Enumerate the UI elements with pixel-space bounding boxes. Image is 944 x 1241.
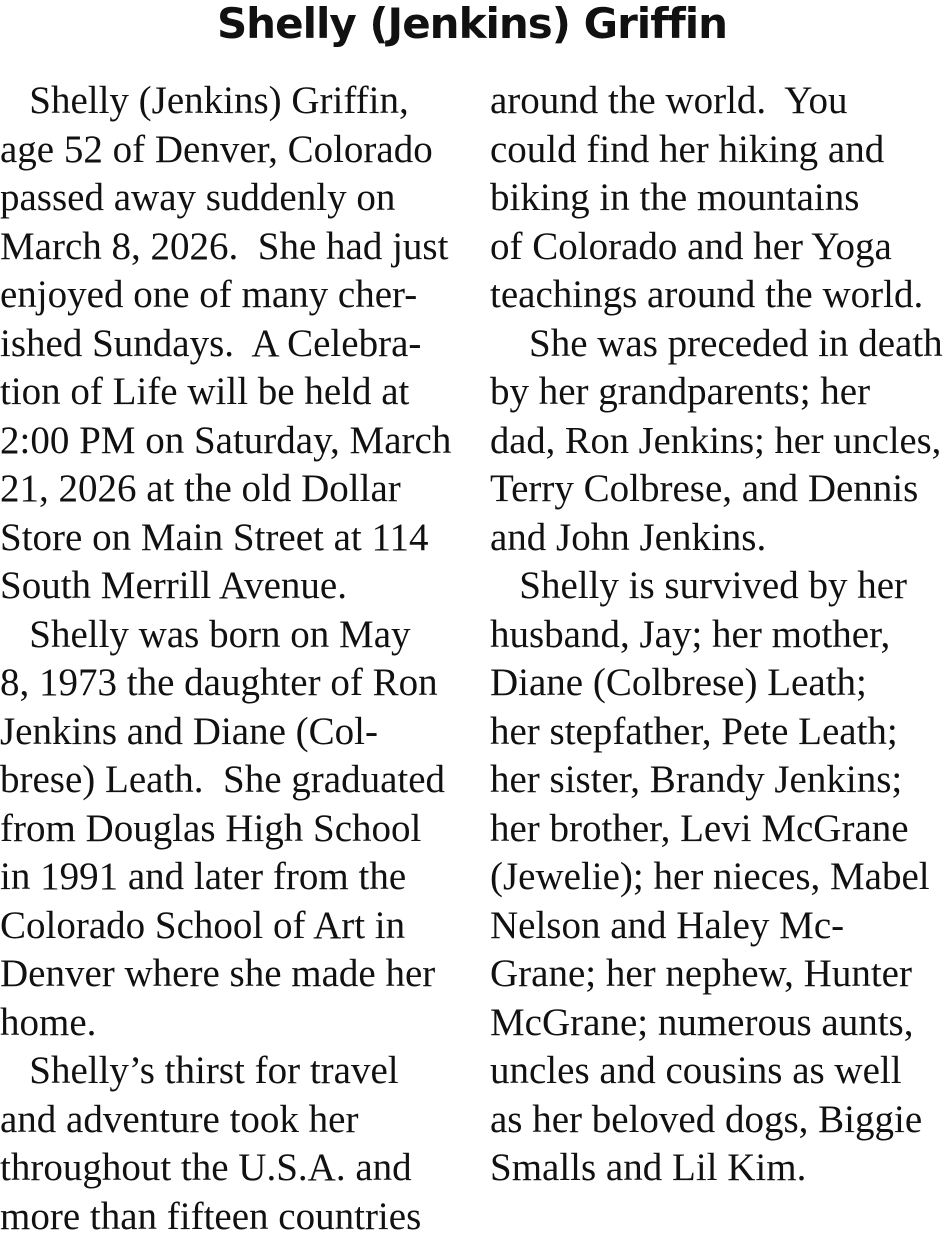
text-line: McGrane; numerous aunts, — [490, 999, 944, 1048]
text-line: more than fifteen countries — [0, 1193, 452, 1241]
text-line: age 52 of Denver, Colorado — [0, 126, 452, 175]
text-line: Denver where she made her — [0, 950, 452, 999]
text-line: Shelly is survived by her — [490, 562, 944, 611]
text-line: Diane (Colbrese) Leath; — [490, 659, 944, 708]
text-line: ished Sundays. A Celebra- — [0, 320, 452, 369]
text-line: teachings around the world. — [490, 271, 944, 320]
text-line: Shelly (Jenkins) Griffin, — [0, 77, 452, 126]
text-line: Terry Colbrese, and Dennis — [490, 465, 944, 514]
text-line: her stepfather, Pete Leath; — [490, 708, 944, 757]
text-line: South Merrill Avenue. — [0, 562, 452, 611]
text-line: of Colorado and her Yoga — [490, 223, 944, 272]
left-text-column — [0, 77, 452, 1241]
text-line: husband, Jay; her mother, — [490, 611, 944, 660]
text-line: as her beloved dogs, Biggie — [490, 1096, 944, 1145]
text-line: from Douglas High School — [0, 805, 452, 854]
text-line: passed away suddenly on — [0, 174, 452, 223]
text-line: enjoyed one of many cher- — [0, 271, 452, 320]
text-line: Store on Main Street at 114 — [0, 514, 452, 563]
text-line: She was preceded in death — [490, 320, 944, 369]
text-line: and John Jenkins. — [490, 514, 944, 563]
text-line: her sister, Brandy Jenkins; — [490, 756, 944, 805]
text-line: 21, 2026 at the old Dollar — [0, 465, 452, 514]
text-line: (Jewelie); her nieces, Mabel — [490, 853, 944, 902]
text-line: 8, 1973 the daughter of Ron — [0, 659, 452, 708]
text-line: dad, Ron Jenkins; her uncles, — [490, 417, 944, 466]
text-line: around the world. You — [490, 77, 944, 126]
text-line: home. — [0, 999, 452, 1048]
text-line: uncles and cousins as well — [490, 1047, 944, 1096]
text-line: biking in the mountains — [490, 174, 944, 223]
text-line: March 8, 2026. She had just — [0, 223, 452, 272]
text-line: Colorado School of Art in — [0, 902, 452, 951]
text-line: could find her hiking and — [490, 126, 944, 175]
text-line: Smalls and Lil Kim. — [490, 1144, 944, 1193]
text-line: Jenkins and Diane (Col- — [0, 708, 452, 757]
text-line: tion of Life will be held at — [0, 368, 452, 417]
right-text-column — [490, 77, 944, 1193]
text-line: Nelson and Haley Mc- — [490, 902, 944, 951]
text-line: throughout the U.S.A. and — [0, 1144, 452, 1193]
text-line: Shelly’s thirst for travel — [0, 1047, 452, 1096]
text-line: and adventure took her — [0, 1096, 452, 1145]
text-line: 2:00 PM on Saturday, March — [0, 417, 452, 466]
text-line: in 1991 and later from the — [0, 853, 452, 902]
text-line: brese) Leath. She graduated — [0, 756, 452, 805]
obituary-title: Shelly (Jenkins) Griffin — [0, 0, 944, 50]
text-line: her brother, Levi McGrane — [490, 805, 944, 854]
text-line: Shelly was born on May — [0, 611, 452, 660]
text-line: by her grandparents; her — [490, 368, 944, 417]
text-line: Grane; her nephew, Hunter — [490, 950, 944, 999]
